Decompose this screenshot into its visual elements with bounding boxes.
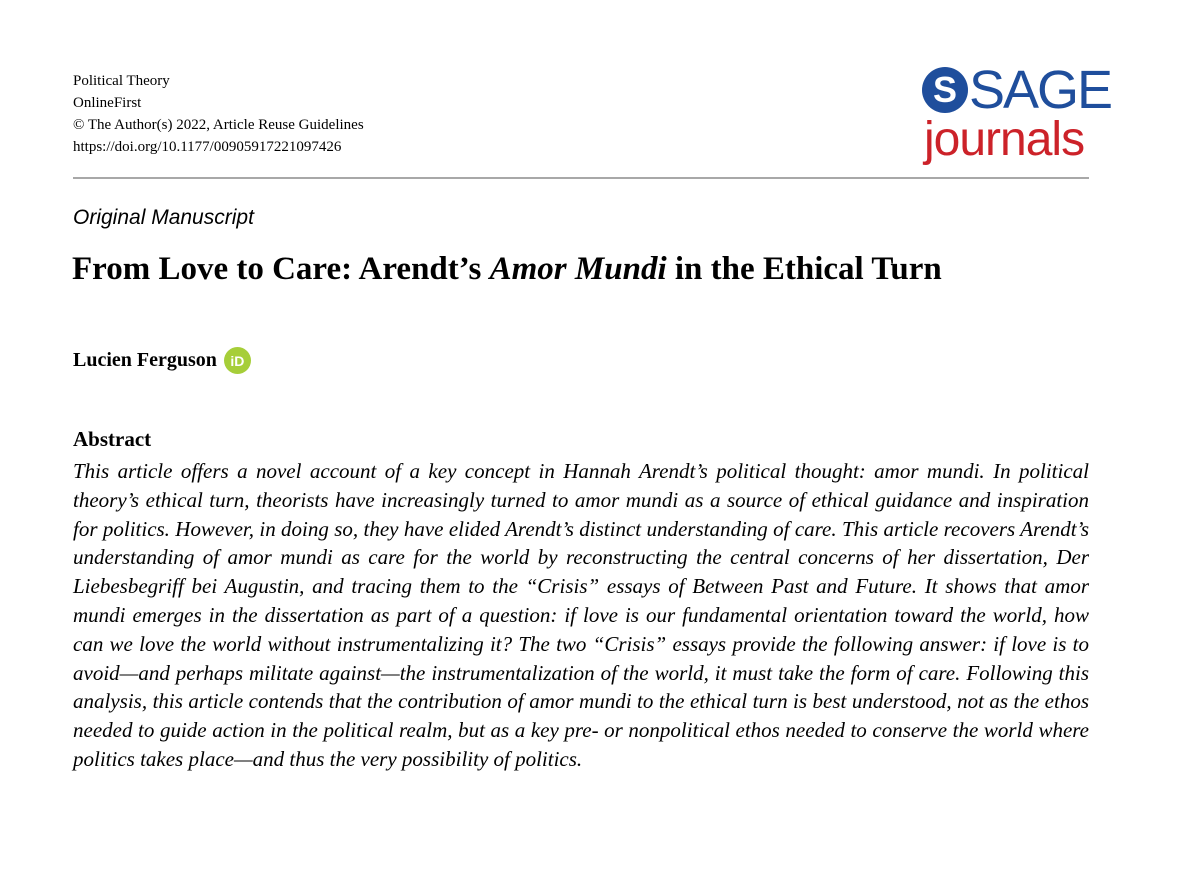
title-part-2: in the Ethical Turn xyxy=(666,251,942,287)
sage-word: SAGE xyxy=(969,60,1112,120)
publication-status: OnlineFirst xyxy=(73,95,142,111)
sage-s-icon: S xyxy=(922,67,968,113)
copyright-line[interactable]: © The Author(s) 2022, Article Reuse Guidelines xyxy=(73,117,364,133)
author-name[interactable]: Lucien Ferguson xyxy=(73,349,217,371)
orcid-icon[interactable]: iD xyxy=(224,347,251,374)
abstract-text: This article offers a novel account of a key concept in Hannah Arendt’s political thought: amor mundi. In political theory’s ethical turn, theorists have increasingly turned to amor mundi as a source of ethical guidance and inspiration for politics. However, in doing so, they have elided Arendt’s distinct understanding of care. This article recovers Arendt’s understanding of amor mundi as care for the world by reconstructing the central concerns of her dissertation, Der Liebesbegriff bei Augustin, and tracing them to the “Crisis” essays of Between Past and Future. It shows that amor mundi emerges in the dissertation as part of a question: if love is our fundamental orientation toward the world, how can we love the world without instrumentalizing it? The two “Crisis” essays provide the following answer: if love is to avoid—and perhaps militate against—the instrumentalization of the world, it must take the form of care. Following this analysis, this article contends that the contribution of amor mundi to the ethical turn is best understood, not as the ethos needed to guide action in the political realm, but as a key pre- or nonpolitical ethos needed to conserve the world where politics takes place—and thus the very possibility of politics. xyxy=(73,459,1089,771)
author-line xyxy=(73,347,251,374)
journals-word: journals xyxy=(924,113,1085,166)
article-type: Original Manuscript xyxy=(73,206,254,229)
title-italic-part: Amor Mundi xyxy=(489,251,667,287)
sage-journals-logo xyxy=(922,60,1112,168)
sage-wordmark xyxy=(922,60,1112,120)
header-divider xyxy=(73,177,1089,179)
title-part-1: From Love to Care: Arendt’s xyxy=(72,251,490,287)
journal-name: Political Theory xyxy=(73,73,170,89)
article-title xyxy=(72,251,942,288)
publication-info xyxy=(73,70,364,158)
doi-link[interactable]: https://doi.org/10.1177/00905917221097426 xyxy=(73,139,342,155)
abstract-heading: Abstract xyxy=(73,427,152,451)
